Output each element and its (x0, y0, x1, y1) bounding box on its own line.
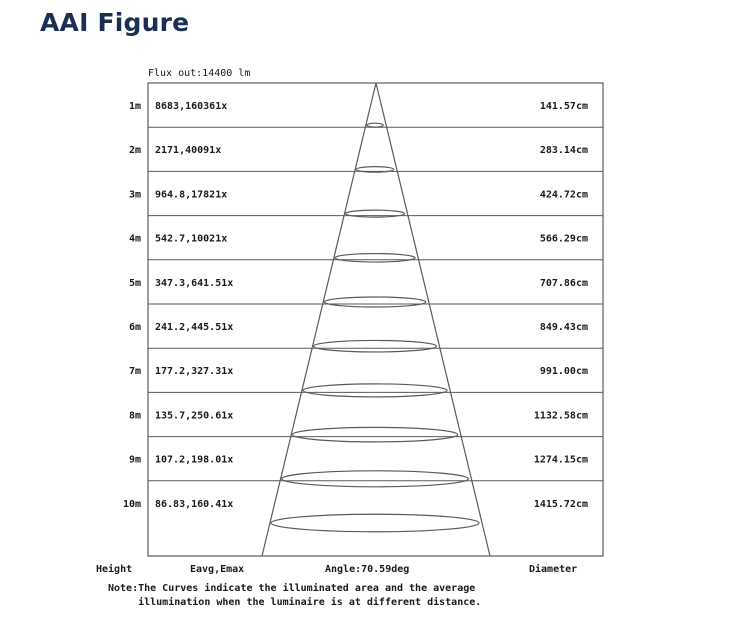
row-height-label: 5m (128, 277, 141, 289)
footer-diameter-label: Diameter (529, 564, 578, 575)
row-height-label: 7m (128, 366, 141, 378)
row-illuminance-label: 2171,40091x (155, 145, 222, 157)
row-diameter-label: 141.57cm (539, 101, 588, 112)
flux-label: Flux out:14400 lm (148, 68, 251, 79)
row-diameter-label: 849.43cm (539, 322, 588, 333)
row-diameter-label: 707.86cm (539, 277, 588, 289)
illumination-ellipse (335, 254, 415, 263)
row-illuminance-label: 964.8,17821x (155, 189, 228, 201)
row-height-label: 10m (122, 498, 141, 510)
row-diameter-label: 1415.72cm (533, 498, 588, 510)
row-height-label: 2m (128, 145, 141, 157)
row-illuminance-label: 177.2,327.31x (155, 366, 234, 378)
row-illuminance-label: 8683,160361x (155, 101, 228, 112)
note-line-1: Note:The Curves indicate the illuminated area and the average (108, 583, 476, 594)
row-illuminance-label: 542.7,10021x (155, 233, 228, 245)
row-height-label: 8m (128, 410, 141, 422)
row-height-label: 6m (128, 322, 141, 333)
row-illuminance-label: 135.7,250.61x (155, 410, 234, 422)
row-diameter-label: 566.29cm (539, 233, 588, 245)
illumination-ellipse (271, 514, 479, 532)
illumination-ellipse (314, 340, 437, 352)
row-diameter-label: 424.72cm (539, 189, 588, 201)
illumination-ellipse (324, 297, 426, 307)
page-title: AAI Figure (40, 8, 190, 37)
row-height-label: 1m (128, 101, 141, 112)
row-labels (123, 101, 588, 510)
note-text (108, 582, 481, 610)
row-diameter-label: 283.14cm (539, 145, 588, 157)
row-illuminance-label: 241.2,445.51x (155, 322, 234, 333)
illumination-ellipse (367, 123, 383, 127)
row-height-label: 3m (128, 189, 141, 201)
row-height-label: 4m (128, 233, 141, 245)
row-illuminance-label: 86.83,160.41x (155, 498, 234, 510)
illumination-ellipse (292, 427, 457, 442)
row-illuminance-label: 347.3,641.51x (155, 277, 234, 289)
row-height-label: 9m (128, 454, 141, 466)
row-diameter-label: 1132.58cm (533, 410, 588, 422)
row-illuminance-label: 107.2,198.01x (155, 454, 234, 466)
footer-angle-label: Angle:70.59deg (325, 564, 410, 575)
row-diameter-label: 1274.15cm (533, 454, 588, 466)
light-cone (262, 83, 490, 556)
footer-eavg-label: Eavg,Emax (190, 564, 245, 575)
note-line-2: illumination when the luminaire is at different distance. (108, 597, 482, 608)
illumination-ellipse (282, 471, 469, 487)
illumination-ellipse (303, 384, 447, 397)
row-diameter-label: 991.00cm (539, 366, 588, 378)
footer-height-label: Height (96, 564, 133, 575)
